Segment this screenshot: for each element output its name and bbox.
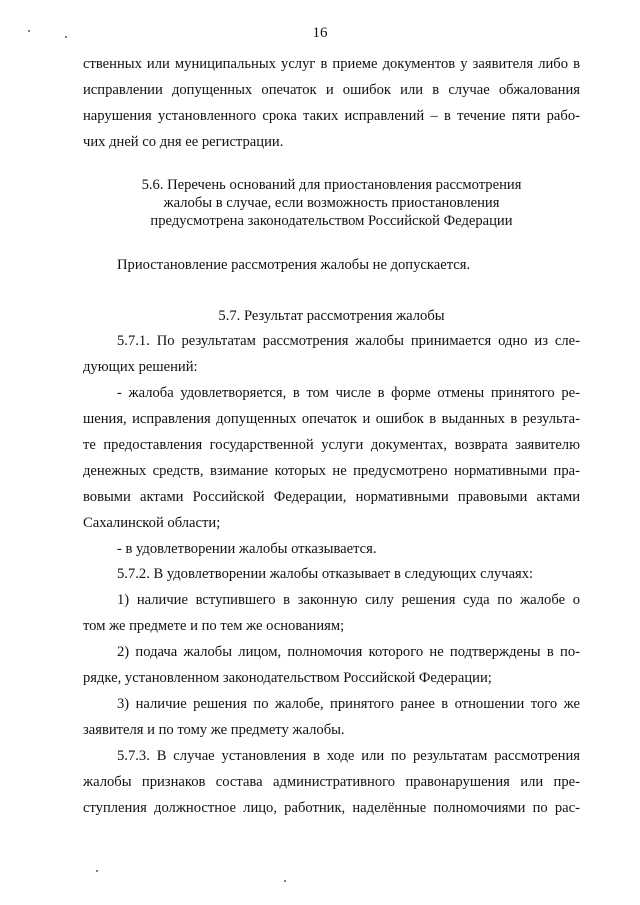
text-line: исправлении допущенных опечаток и ошибок или в случае обжалования	[83, 82, 580, 98]
page-number: 16	[312, 25, 328, 41]
text-line: вовыми актами Российской Федерации, нормативными правовыми актами	[83, 489, 580, 505]
text-line: ственных или муниципальных услуг в приеме документов у заявителя либо в	[83, 56, 580, 72]
section-heading: 5.7. Результат рассмотрения жалобы	[218, 308, 445, 324]
text-line: чих дней со дня ее регистрации.	[83, 134, 284, 150]
section-heading: 5.6. Перечень оснований для приостановления рассмотрения	[141, 177, 522, 193]
text-line: денежных средств, взимание которых не предусмотрено нормативными пра-	[83, 463, 580, 479]
text-line: - жалоба удовлетворяется, в том числе в форме отмены принятого ре-	[117, 385, 580, 401]
text-line: том же предмете и по тем же основаниям;	[83, 618, 345, 634]
text-line: жалобы признаков состава административного правонарушения или пре-	[83, 774, 580, 790]
text-line: Приостановление рассмотрения жалобы не допускается.	[117, 257, 471, 273]
text-line: 5.7.2. В удовлетворении жалобы отказывает в следующих случаях:	[117, 566, 534, 582]
text-line: шения, исправления допущенных опечаток и ошибок в выданных в результа-	[83, 411, 580, 427]
section-heading: жалобы в случае, если возможность приостановления	[163, 195, 500, 211]
scan-speck	[96, 870, 98, 872]
section-heading: предусмотрена законодательством Российской Федерации	[150, 213, 513, 229]
text-line: 3) наличие решения по жалобе, принятого ранее в отношении того же	[117, 696, 580, 712]
text-line: 1) наличие вступившего в законную силу решения суда по жалобе о	[117, 592, 580, 608]
text-line: Сахалинской области;	[83, 515, 221, 531]
text-line: 5.7.1. По результатам рассмотрения жалобы принимается одно из сле-	[117, 333, 580, 349]
text-line: дующих решений:	[83, 359, 198, 375]
text-line: - в удовлетворении жалобы отказывается.	[117, 541, 377, 557]
text-line: ступления должностное лицо, работник, наделённые полномочиями по рас-	[83, 800, 580, 816]
text-line: те предоставления государственной услуги документах, возврата заявителю	[83, 437, 580, 453]
text-line: заявителя и по тому же предмету жалобы.	[83, 722, 345, 738]
text-line: рядке, установленном законодательством Российской Федерации;	[83, 670, 492, 686]
text-line: 2) подача жалобы лицом, полномочия которого не подтверждены в по-	[117, 644, 580, 660]
text-line: 5.7.3. В случае установления в ходе или по результатам рассмотрения	[117, 748, 580, 764]
text-line: нарушения установленного срока таких исправлений – в течение пяти рабо-	[83, 108, 580, 124]
scan-speck	[284, 880, 286, 882]
